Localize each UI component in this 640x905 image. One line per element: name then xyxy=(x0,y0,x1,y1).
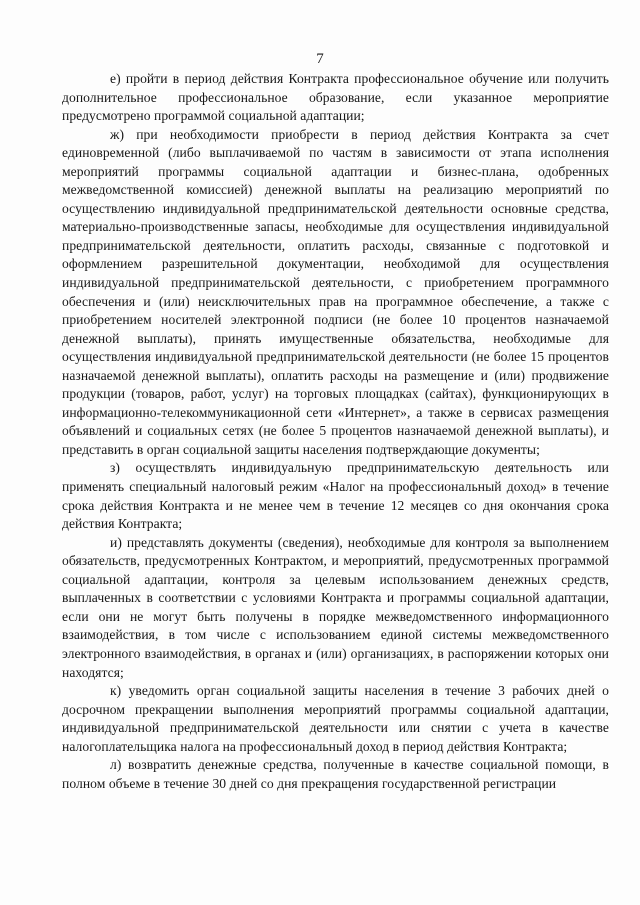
clause-zh: ж) при необходимости приобрести в период действия Контракта за счет единовременной (либо выплачиваемой по частям в зависимости от этапа исполнения мероприятий программы социальной адаптации и бизнес-плана, одобренных межведомственной комиссией) денежной выплаты на реализацию мероприятий по осуществлению индивидуальной предпринимательской деятельности основные средства, материально-производственные запасы, необходимые для осуществления индивидуальной предпринимательской деятельности, оплатить расходы, связанные с подготовкой и оформлением разрешительной документации, необходимой для осуществления индивидуальной предпринимательской деятельности, с приобретением программного обеспечения и (или) неисключительных прав на программное обеспечение, а также с приобретением носителей электронной подписи (не более 10 процентов назначаемой денежной выплаты), принять имущественные обязательства, необходимые для осуществления индивидуальной предпринимательской деятельности (не более 15 процентов назначаемой денежной выплаты), оплатить расходы на размещение и (или) продвижение продукции (товаров, работ, услуг) на торговых площадках (сайтах), функционирующих в информационно-телекоммуникационной сети «Интернет», а также в сервисах размещения объявлений и социальных сетях (не более 5 процентов назначаемой денежной выплаты), и представить в орган социальной защиты населения подтверждающие документы; xyxy=(62,126,609,457)
clause-z: з) осуществлять индивидуальную предпринимательскую деятельность или применять специальный налоговый режим «Налог на профессиональный доход» в течение срока действия Контракта и не менее чем в течение 12 месяцев со дня окончания срока действия Контракта; xyxy=(62,460,609,532)
clause-e: е) пройти в период действия Контракта профессиональное обучение или получить дополнительное профессиональное образование, если указанное мероприятие предусмотрено программой социальной адаптации; xyxy=(62,71,609,124)
document-body xyxy=(62,70,609,793)
clause-i: и) представлять документы (сведения), необходимые для контроля за выполнением обязательств, предусмотренных Контрактом, и мероприятий, предусмотренных программой социальной адаптации, контроля за целевым использованием денежных средств, выплаченных в соответствии с условиями Контракта и программы социальной адаптации, если они не могут быть получены в порядке межведомственного информационного взаимодействия, в том числе с использованием единой системы межведомственного электронного взаимодействия, в органах и (или) организациях, в распоряжении которых они находятся; xyxy=(62,534,609,680)
clause-l: л) возвратить денежные средства, полученные в качестве социальной помощи, в полном объеме в течение 30 дней со дня прекращения государственной регистрации xyxy=(62,757,609,791)
clause-k: к) уведомить орган социальной защиты населения в течение 3 рабочих дней о досрочном прекращении выполнения мероприятий программы социальной адаптации, индивидуальной предпринимательской деятельности или снятии с учета в качестве налогоплательщика налога на профессиональный доход в период действия Контракта; xyxy=(62,683,609,754)
page-number: 7 xyxy=(316,51,324,67)
